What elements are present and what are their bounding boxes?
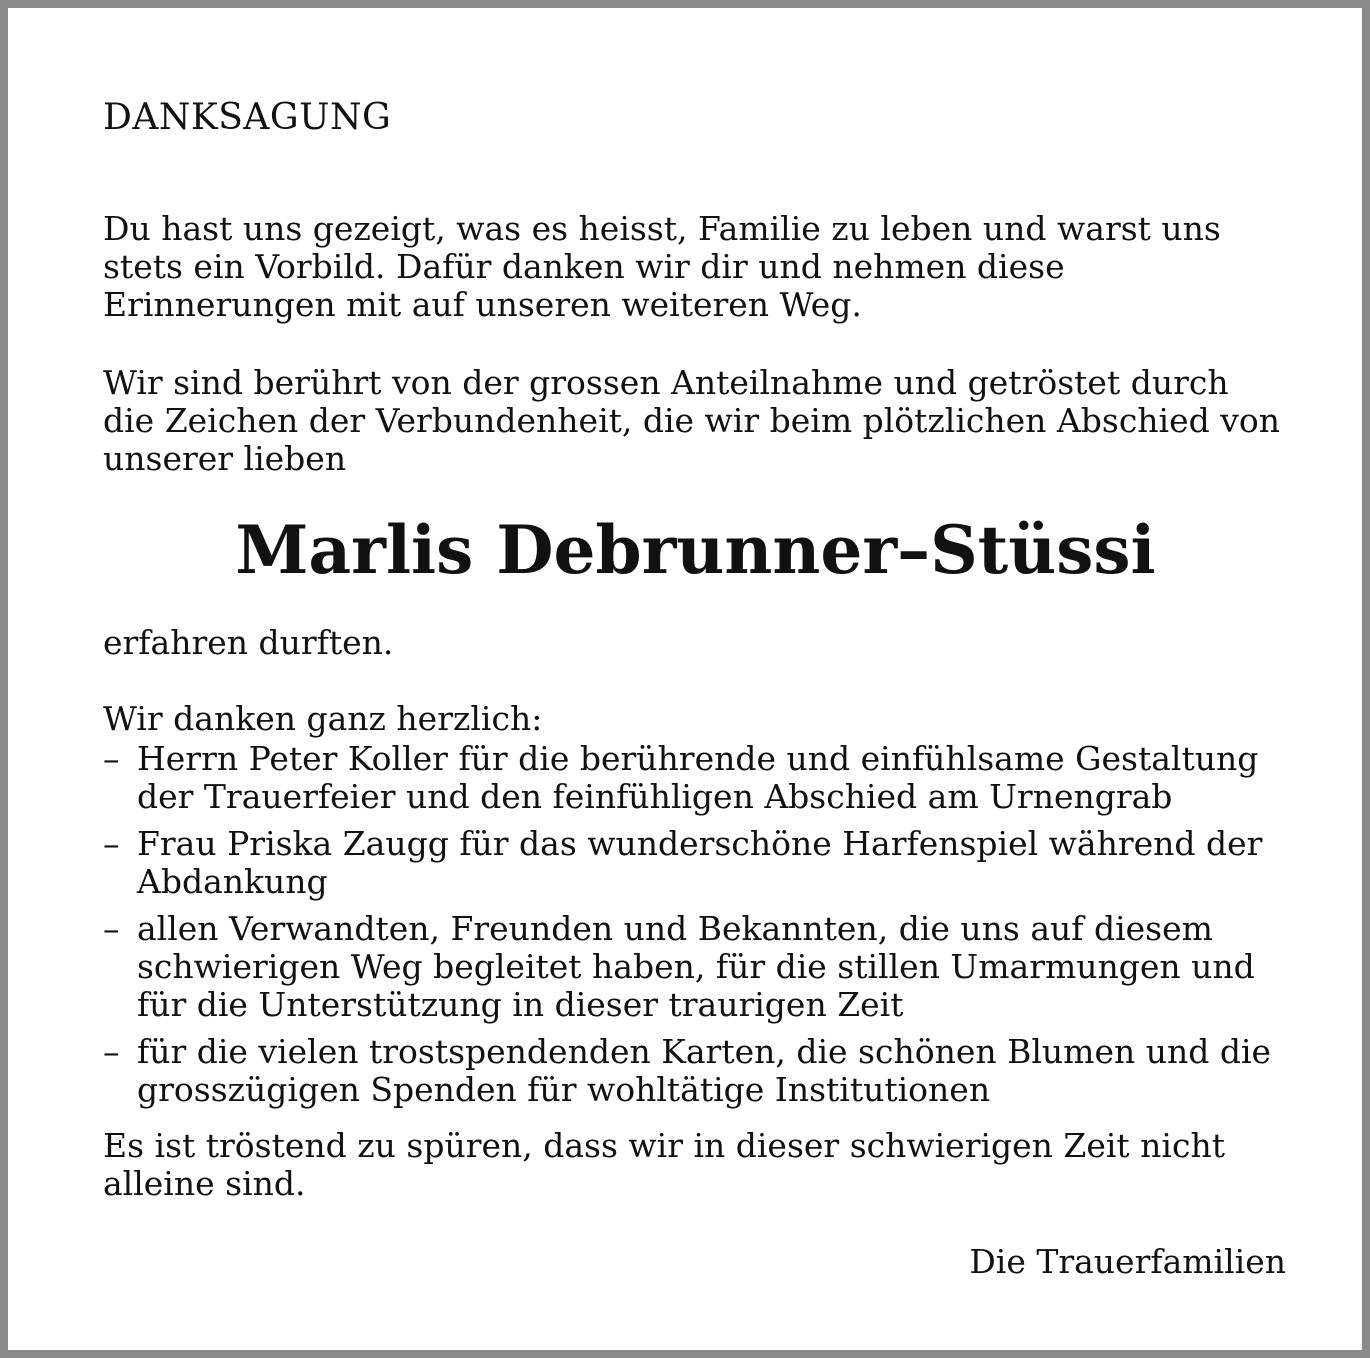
list-item bbox=[103, 740, 1288, 816]
list-item bbox=[103, 825, 1288, 901]
list-item bbox=[103, 1033, 1288, 1109]
list-item-text: Herrn Peter Koller für die berührende und einfühlsame Gestaltung der Trauerfeier und den feinfühligen Abschied am Urnengrab bbox=[137, 739, 1259, 816]
list-item-text: Frau Priska Zaugg für das wunderschöne Harfenspiel während der Abdankung bbox=[137, 824, 1263, 901]
list-dash: – bbox=[103, 739, 120, 778]
list-item-text: allen Verwandten, Freunden und Bekannten, die uns auf diesem schwierigen Weg begleitet haben, für die stillen Umarmungen und für die Unterstützung in dieser traurigen Zeit bbox=[137, 909, 1255, 1024]
list-dash: – bbox=[103, 1032, 120, 1071]
thanks-intro: Wir danken ganz herzlich: bbox=[103, 699, 543, 738]
intro-paragraph: Du hast uns gezeigt, was es heisst, Familie zu leben und warst uns stets ein Vorbild. Dafür danken wir dir und nehmen diese Erinnerungen mit auf unseren weiteren Weg. bbox=[103, 209, 1221, 324]
sympathy-paragraph: Wir sind berührt von der grossen Anteilnahme und getröstet durch die Zeichen der Verbundenheit, die wir beim plötzlichen Abschied von unserer lieben bbox=[103, 363, 1281, 478]
after-name-text: erfahren durften. bbox=[103, 623, 394, 662]
list-item bbox=[103, 910, 1288, 1024]
list-dash: – bbox=[103, 909, 120, 948]
notice-heading: DANKSAGUNG bbox=[103, 97, 392, 138]
deceased-name: Marlis Debrunner–Stüssi bbox=[235, 511, 1156, 589]
signature: Die Trauerfamilien bbox=[969, 1242, 1286, 1281]
closing-paragraph: Es ist tröstend zu spüren, dass wir in dieser schwierigen Zeit nicht alleine sind. bbox=[103, 1126, 1225, 1203]
thanks-list bbox=[103, 740, 1288, 1109]
obituary-thank-you-notice bbox=[103, 90, 1288, 1281]
list-dash: – bbox=[103, 824, 120, 863]
list-item-text: für die vielen trostspendenden Karten, die schönen Blumen und die grosszügigen Spenden für wohltätige Institutionen bbox=[137, 1032, 1272, 1109]
